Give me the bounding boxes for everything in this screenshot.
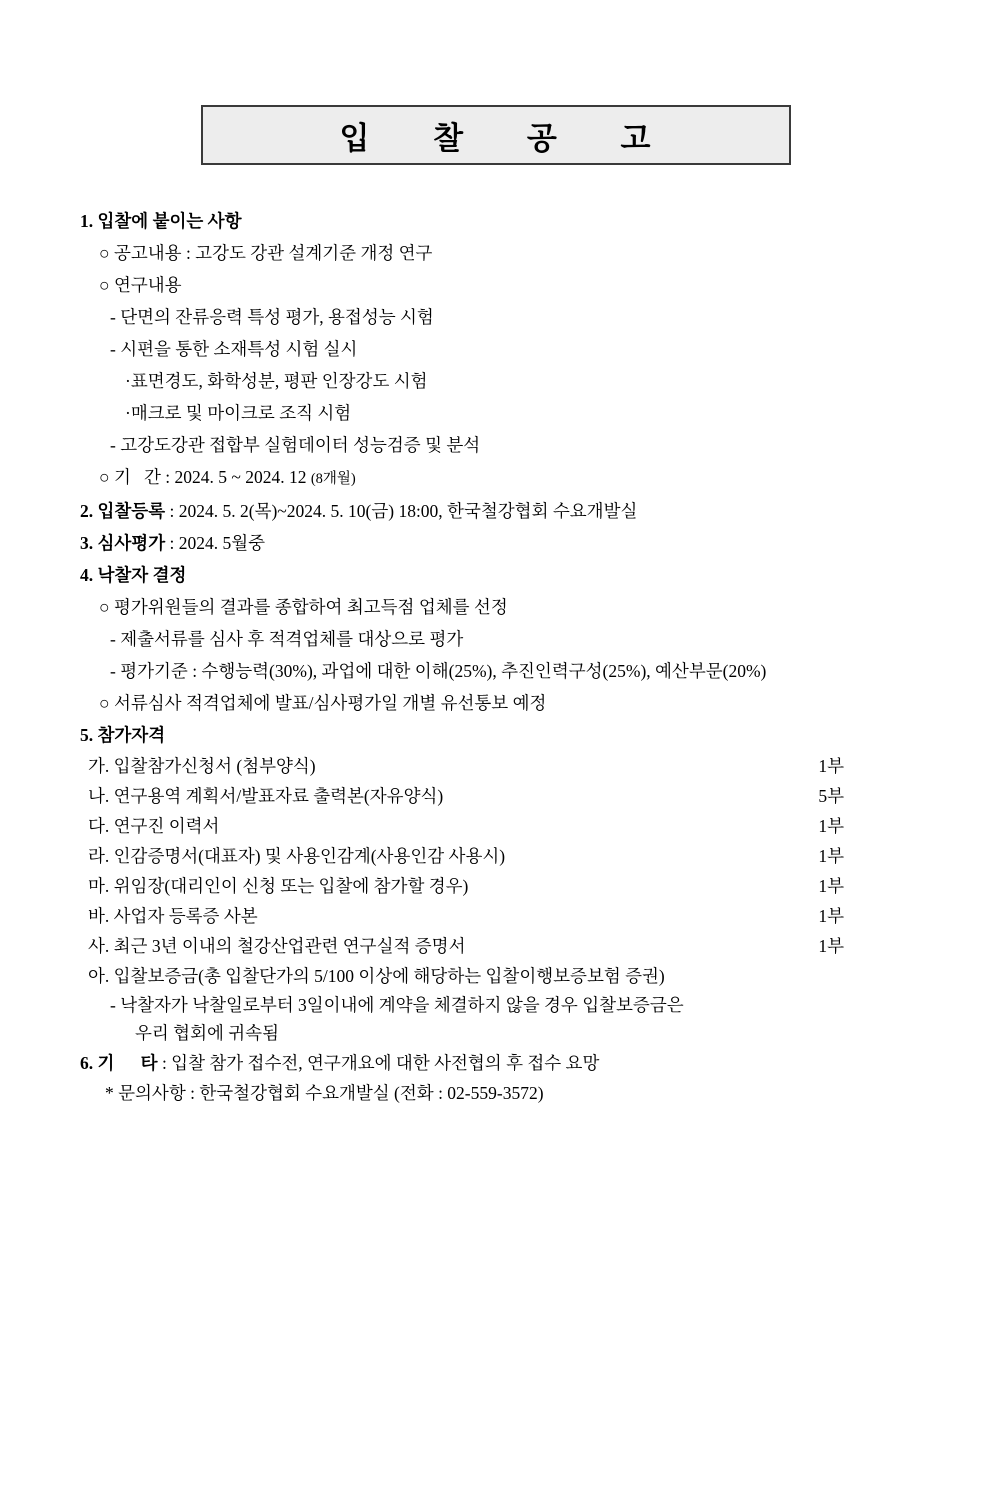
section-2-label: 2. 입찰등록 xyxy=(80,501,166,521)
section-1-dash-line-3: - 고강도강관 접합부 실험데이터 성능검증 및 분석 xyxy=(110,435,481,455)
requirement-count: 1부 xyxy=(818,756,844,776)
section-3-value: : 2024. 5월중 xyxy=(165,533,266,553)
section-4-circ-line-1: ○ 평가위원들의 결과를 종합하여 최고득점 업체를 선정 xyxy=(99,597,508,617)
section-1-period-line xyxy=(80,461,962,495)
requirement-label: 마. 위임장(대리인이 신청 또는 입찰에 참가할 경우) xyxy=(88,876,469,896)
section-6-value: : 입찰 참가 접수전, 연구개요에 대한 사전협의 후 접수 요망 xyxy=(157,1053,600,1073)
section-4-circ-line-2: ○ 서류심사 적격업체에 발표/심사평가일 개별 유선통보 예정 xyxy=(99,693,547,713)
requirement-count: 1부 xyxy=(818,876,844,896)
document-page xyxy=(0,105,992,1508)
requirement-row xyxy=(80,841,844,871)
section-4-heading: 4. 낙찰자 결정 xyxy=(80,565,187,585)
section-3-label: 3. 심사평가 xyxy=(80,533,166,553)
section-1-notice-line: ○ 공고내용 : 고강도 강관 설계기준 개정 연구 xyxy=(99,243,433,263)
requirement-count: 1부 xyxy=(818,906,844,926)
requirement-count: 1부 xyxy=(818,846,844,866)
section-4-dash-line-1: - 제출서류를 심사 후 적격업체를 대상으로 평가 xyxy=(110,629,464,649)
section-1-dot-line-2: ·매크로 및 마이크로 조직 시험 xyxy=(125,403,352,423)
title-box xyxy=(201,105,791,165)
section-5-heading: 5. 참가자격 xyxy=(80,725,166,745)
section-6-line xyxy=(80,1047,962,1079)
section-1-dash-line-2: - 시편을 통한 소재특성 시험 실시 xyxy=(110,339,358,359)
requirement-label: 바. 사업자 등록증 사본 xyxy=(88,906,258,926)
section-3-line xyxy=(80,527,962,559)
section-1-research-line: ○ 연구내용 xyxy=(99,275,182,295)
contact-line: * 문의사항 : 한국철강협회 수요개발실 (전화 : 02-559-3572) xyxy=(105,1083,544,1103)
period-text: ○ 기 간 : 2024. 5 ~ 2024. 12 xyxy=(99,467,311,487)
requirement-count: 1부 xyxy=(818,936,844,956)
requirement-label: 라. 인감증명서(대표자) 및 사용인감계(사용인감 사용시) xyxy=(88,846,506,866)
section-2-value: : 2024. 5. 2(목)~2024. 5. 10(금) 18:00, 한국철강협회 수요개발실 xyxy=(165,501,638,521)
document-body xyxy=(0,165,992,1108)
bond-continuation-line: 우리 협회에 귀속됨 xyxy=(135,1023,279,1043)
requirement-label: 나. 연구용역 계획서/발표자료 출력본(자유양식) xyxy=(88,786,444,806)
document-title: 입 찰 공 고 xyxy=(339,120,653,156)
requirement-row xyxy=(80,781,844,811)
section-1-heading: 1. 입찰에 붙이는 사항 xyxy=(80,211,242,231)
section-2-line xyxy=(80,495,962,527)
requirement-count: 5부 xyxy=(818,786,844,806)
requirement-row xyxy=(80,871,844,901)
requirement-label: 다. 연구진 이력서 xyxy=(88,816,220,836)
requirement-row xyxy=(80,751,844,781)
requirement-row xyxy=(80,811,844,841)
requirement-row xyxy=(80,901,844,931)
requirement-label: 가. 입찰참가신청서 (첨부양식) xyxy=(88,756,316,776)
requirement-count: 1부 xyxy=(818,816,844,836)
bond-dash-line: - 낙찰자가 낙찰일로부터 3일이내에 계약을 체결하지 않을 경우 입찰보증금은 xyxy=(110,995,684,1015)
requirement-row xyxy=(80,931,844,961)
period-duration: (8개월) xyxy=(310,471,356,487)
requirement-label: 사. 최근 3년 이내의 철강산업관련 연구실적 증명서 xyxy=(88,936,466,956)
bond-line: 아. 입찰보증금(총 입찰단가의 5/100 이상에 해당하는 입찰이행보증보험 증권) xyxy=(88,966,665,986)
section-1-dot-line-1: ·표면경도, 화학성분, 평판 인장강도 시험 xyxy=(125,371,428,391)
section-1-dash-line-1: - 단면의 잔류응력 특성 평가, 용접성능 시험 xyxy=(110,307,434,327)
section-6-label: 6. 기 타 xyxy=(80,1053,158,1073)
section-4-dash-line-2: - 평가기준 : 수행능력(30%), 과업에 대한 이해(25%), 추진인력구성(25%), 예산부문(20%) xyxy=(110,661,767,681)
